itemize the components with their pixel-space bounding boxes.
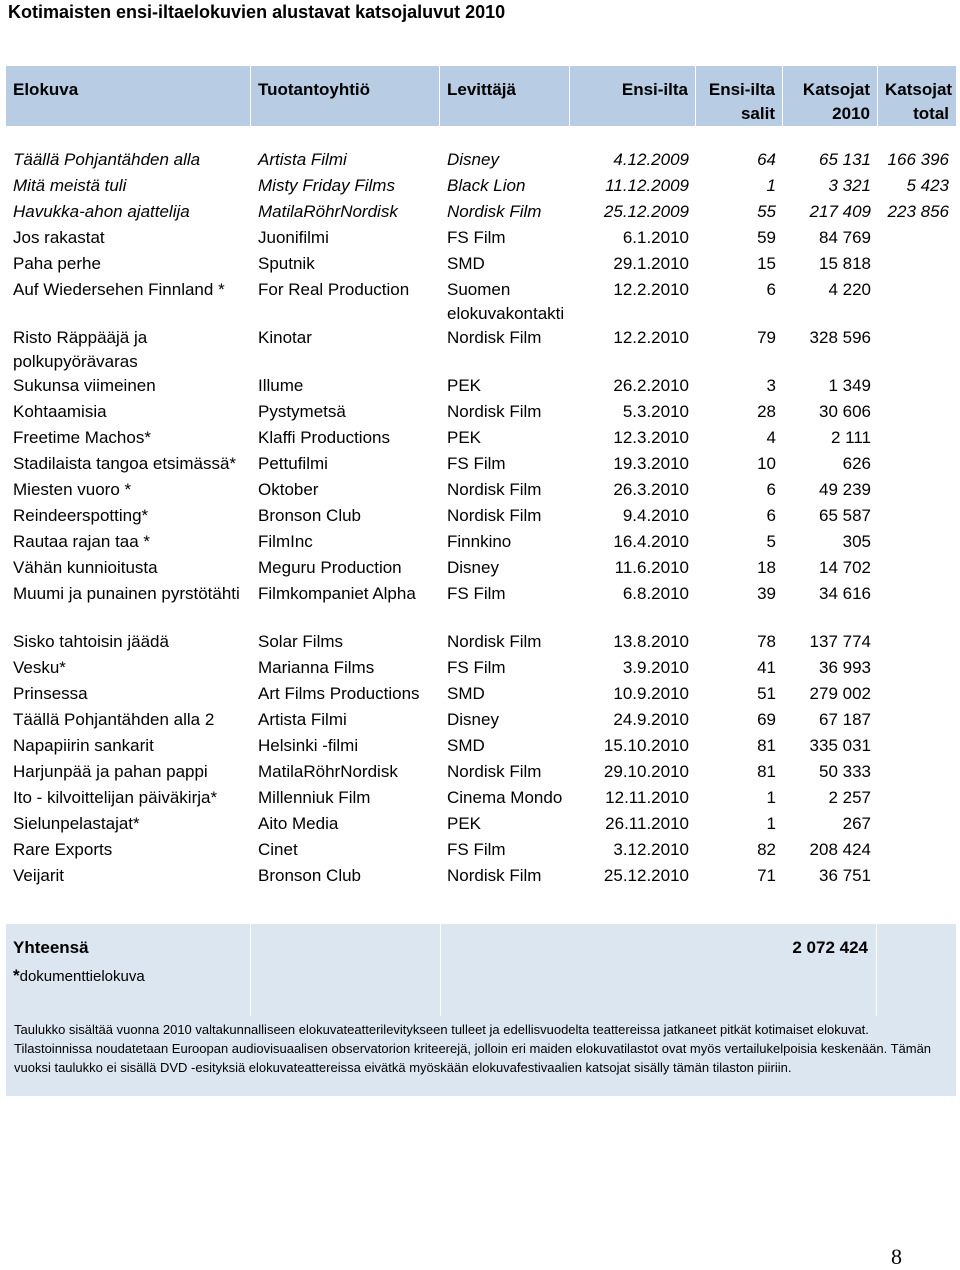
col-header-premiere: Ensi-ilta xyxy=(570,66,696,126)
cell-film: Mitä meistä tuli xyxy=(13,176,127,195)
cell-producer: Meguru Production xyxy=(258,558,402,577)
cell-premiere: 26.2.2010 xyxy=(613,376,689,395)
cell-distributor: Nordisk Film xyxy=(447,632,542,651)
cell-distributor: Nordisk Film xyxy=(447,480,542,499)
cell-viewers-2010: 335 031 xyxy=(809,736,871,755)
cell-film: Stadilaista tangoa etsimässä* xyxy=(13,454,237,473)
cell-producer: Pettufilmi xyxy=(258,454,328,473)
cell-distributor: Suomen elokuvakontakti xyxy=(447,280,565,323)
cell-producer: Pystymetsä xyxy=(258,402,346,421)
cell-premiere: 11.6.2010 xyxy=(614,558,689,577)
table-row xyxy=(6,656,956,682)
cell-screens: 5 xyxy=(766,532,776,551)
cell-viewers-2010: 137 774 xyxy=(809,632,871,651)
cell-screens: 1 xyxy=(766,176,776,195)
cell-viewers-total xyxy=(878,812,956,838)
cell-film: Kohtaamisia xyxy=(13,402,107,421)
cell-screens: 64 xyxy=(757,150,776,169)
cell-screens: 6 xyxy=(766,480,776,499)
cell-viewers-2010: 1 349 xyxy=(828,376,871,395)
cell-screens: 1 xyxy=(766,788,776,807)
cell-distributor: FS Film xyxy=(447,840,506,859)
cell-premiere: 3.12.2010 xyxy=(613,840,689,859)
totals-label: Yhteensä xyxy=(13,938,89,957)
cell-distributor: FS Film xyxy=(447,228,506,247)
cell-film: Vähän kunnioitusta xyxy=(13,558,158,577)
table-row xyxy=(6,252,956,278)
spacer-row xyxy=(6,126,956,148)
cell-distributor: FS Film xyxy=(447,454,506,473)
table-row xyxy=(6,556,956,582)
cell-viewers-2010: 2 111 xyxy=(830,428,871,447)
cell-film: Vesku* xyxy=(13,658,66,677)
table-note: Taulukko sisältää vuonna 2010 valtakunnalliseen elokuvateatterilevitykseen tulleet ja edellisvuodelta teattereissa jatkaneet pitkät kotimaiset elokuvat. Tilastoinnissa noudatetaan Euroopan audiovisuaalisen observatorion kriteerejä, jolloin eri maiden elokuvatilastot ovat myös vertailukelpoisia keskenään. Tämän vuoksi taulukko ei sisällä DVD -esityksiä elokuvateattereissa eivätkä myöskään elokuvafestivaalien katsojat sisälly tämän tilaston piiriin. xyxy=(6,1016,956,1096)
cell-viewers-2010: 65 131 xyxy=(819,150,871,169)
cell-viewers-total xyxy=(878,582,956,630)
cell-producer: Illume xyxy=(258,376,304,395)
cell-premiere: 12.3.2010 xyxy=(613,428,689,447)
cell-distributor: Black Lion xyxy=(447,176,526,195)
cell-producer: Millenniuk Film xyxy=(258,788,371,807)
table-row xyxy=(6,786,956,812)
cell-producer: Oktober xyxy=(258,480,319,499)
cell-screens: 41 xyxy=(757,658,776,677)
cell-premiere: 6.8.2010 xyxy=(622,584,689,603)
cell-film: Napapiirin sankarit xyxy=(13,736,154,755)
page-number: 8 xyxy=(891,1244,902,1269)
cell-premiere: 26.11.2010 xyxy=(605,814,689,833)
cell-viewers-2010: 36 993 xyxy=(819,658,871,677)
cell-viewers-2010: 4 220 xyxy=(828,280,871,299)
cell-viewers-2010: 3 321 xyxy=(828,176,871,195)
cell-distributor: Nordisk Film xyxy=(447,202,542,221)
cell-producer: Solar Films xyxy=(258,632,344,651)
cell-screens: 59 xyxy=(757,228,776,247)
cell-distributor: Cinema Mondo xyxy=(447,788,563,807)
cell-screens: 6 xyxy=(766,506,776,525)
cell-distributor: PEK xyxy=(447,814,482,833)
cell-premiere: 13.8.2010 xyxy=(613,632,689,651)
table-row xyxy=(6,582,956,630)
cell-premiere: 15.10.2010 xyxy=(603,736,689,755)
cell-producer: Marianna Films xyxy=(258,658,375,677)
cell-distributor: Disney xyxy=(447,150,499,169)
cell-film: Risto Räppääjä ja polkupyörävaras xyxy=(13,328,148,371)
cell-distributor: Nordisk Film xyxy=(447,328,542,347)
cell-screens: 18 xyxy=(757,558,776,577)
table-row xyxy=(6,530,956,556)
cell-distributor: FS Film xyxy=(447,584,506,603)
cell-premiere: 4.12.2009 xyxy=(613,150,689,169)
cell-premiere: 3.9.2010 xyxy=(622,658,689,677)
cell-film: Harjunpää ja pahan pappi xyxy=(13,762,208,781)
cell-viewers-total: 5 423 xyxy=(906,176,949,195)
cell-film: Jos rakastat xyxy=(13,228,105,247)
cell-viewers-2010: 208 424 xyxy=(809,840,871,859)
cell-producer: Aito Media xyxy=(258,814,339,833)
cell-premiere: 10.9.2010 xyxy=(613,684,689,703)
cell-viewers-2010: 50 333 xyxy=(819,762,871,781)
cell-film: Sisko tahtoisin jäädä xyxy=(13,632,169,651)
cell-viewers-2010: 15 818 xyxy=(819,254,871,273)
viewers-table xyxy=(6,66,956,890)
cell-premiere: 12.11.2010 xyxy=(605,788,689,807)
cell-screens: 10 xyxy=(757,454,776,473)
table-row xyxy=(6,812,956,838)
cell-screens: 4 xyxy=(766,428,776,447)
cell-viewers-2010: 36 751 xyxy=(819,866,871,885)
cell-screens: 81 xyxy=(757,762,776,781)
cell-screens: 55 xyxy=(757,202,776,221)
cell-premiere: 25.12.2010 xyxy=(603,866,689,885)
cell-producer: Cinet xyxy=(258,840,298,859)
cell-screens: 69 xyxy=(757,710,776,729)
divider xyxy=(250,924,251,1016)
cell-film: Havukka-ahon ajattelija xyxy=(13,202,190,221)
cell-film: Veijarit xyxy=(13,866,65,885)
cell-distributor: Nordisk Film xyxy=(447,762,542,781)
cell-screens: 51 xyxy=(757,684,776,703)
cell-viewers-2010: 84 769 xyxy=(819,228,871,247)
cell-film: Rare Exports xyxy=(13,840,113,859)
cell-producer: Bronson Club xyxy=(258,866,362,885)
cell-film: Täällä Pohjantähden alla 2 xyxy=(13,710,215,729)
cell-viewers-total: 166 396 xyxy=(887,150,949,169)
cell-producer: Klaffi Productions xyxy=(258,428,390,447)
cell-producer: MatilaRöhrNordisk xyxy=(258,202,398,221)
cell-distributor: FS Film xyxy=(447,658,506,677)
cell-viewers-2010: 328 596 xyxy=(809,328,871,347)
cell-screens: 82 xyxy=(757,840,776,859)
cell-distributor: Disney xyxy=(447,710,499,729)
cell-film: Sielunpelastajat* xyxy=(13,814,140,833)
cell-film: Prinsessa xyxy=(13,684,88,703)
cell-screens: 78 xyxy=(757,632,776,651)
col-header-film: Elokuva xyxy=(6,66,251,126)
table-row xyxy=(6,278,956,326)
cell-producer: For Real Production xyxy=(258,280,410,299)
cell-viewers-total xyxy=(878,630,956,656)
cell-distributor: Nordisk Film xyxy=(447,402,542,421)
cell-viewers-2010: 14 702 xyxy=(819,558,871,577)
cell-producer: Sputnik xyxy=(258,254,315,273)
cell-screens: 6 xyxy=(766,280,776,299)
table-row xyxy=(6,326,956,374)
table-row xyxy=(6,200,956,226)
cell-viewers-total xyxy=(878,838,956,864)
table-row xyxy=(6,478,956,504)
cell-premiere: 19.3.2010 xyxy=(613,454,689,473)
cell-film: Miesten vuoro * xyxy=(13,480,132,499)
col-header-screens: Ensi-ilta salit xyxy=(696,66,783,126)
cell-distributor: PEK xyxy=(447,428,482,447)
cell-distributor: Disney xyxy=(447,558,499,577)
cell-screens: 81 xyxy=(757,736,776,755)
table-row xyxy=(6,426,956,452)
cell-viewers-2010: 279 002 xyxy=(809,684,871,703)
cell-producer: Juonifilmi xyxy=(258,228,329,247)
cell-premiere: 29.1.2010 xyxy=(613,254,689,273)
cell-viewers-2010: 626 xyxy=(842,454,871,473)
page-title: Kotimaisten ensi-iltaelokuvien alustavat katsojaluvut 2010 xyxy=(8,2,506,22)
cell-producer: FilmInc xyxy=(258,532,313,551)
cell-viewers-2010: 30 606 xyxy=(819,402,871,421)
cell-viewers-total xyxy=(878,734,956,760)
cell-producer: Kinotar xyxy=(258,328,312,347)
cell-viewers-total xyxy=(878,786,956,812)
cell-viewers-total xyxy=(878,556,956,582)
cell-distributor: SMD xyxy=(447,684,485,703)
cell-film: Muumi ja punainen pyrstötähti xyxy=(13,584,240,603)
col-header-viewers-2010: Katsojat 2010 xyxy=(783,66,878,126)
cell-viewers-total xyxy=(878,278,956,326)
table-row xyxy=(6,452,956,478)
cell-distributor: Nordisk Film xyxy=(447,866,542,885)
cell-viewers-2010: 2 257 xyxy=(828,788,871,807)
cell-viewers-total xyxy=(878,226,956,252)
table-header-row xyxy=(6,66,956,126)
cell-viewers-total xyxy=(878,400,956,426)
col-header-producer: Tuotantoyhtiö xyxy=(251,66,440,126)
cell-film: Auf Wiedersehen Finnland * xyxy=(13,280,225,299)
cell-viewers-total: 223 856 xyxy=(887,202,949,221)
cell-viewers-2010: 267 xyxy=(842,814,871,833)
cell-viewers-total xyxy=(878,374,956,400)
cell-film: Täällä Pohjantähden alla xyxy=(13,150,201,169)
table-row xyxy=(6,148,956,174)
cell-viewers-total xyxy=(878,252,956,278)
cell-premiere: 26.3.2010 xyxy=(613,480,689,499)
cell-premiere: 16.4.2010 xyxy=(613,532,689,551)
cell-film: Paha perhe xyxy=(13,254,101,273)
cell-premiere: 5.3.2010 xyxy=(622,402,689,421)
cell-screens: 39 xyxy=(757,584,776,603)
col-header-distributor: Levittäjä xyxy=(440,66,570,126)
cell-viewers-2010: 49 239 xyxy=(819,480,871,499)
cell-producer: Artista Filmi xyxy=(258,150,347,169)
table-row xyxy=(6,760,956,786)
cell-distributor: Nordisk Film xyxy=(447,506,542,525)
table-row xyxy=(6,504,956,530)
totals-value: 2 072 424 xyxy=(792,938,868,957)
cell-premiere: 11.12.2009 xyxy=(605,176,689,195)
cell-premiere: 9.4.2010 xyxy=(622,506,689,525)
cell-viewers-total xyxy=(878,504,956,530)
table-row xyxy=(6,400,956,426)
table-row xyxy=(6,174,956,200)
cell-producer: Helsinki -filmi xyxy=(258,736,359,755)
divider xyxy=(876,924,877,1016)
table-row xyxy=(6,838,956,864)
cell-screens: 15 xyxy=(757,254,776,273)
table-row xyxy=(6,226,956,252)
cell-viewers-total xyxy=(878,682,956,708)
cell-premiere: 24.9.2010 xyxy=(613,710,689,729)
cell-distributor: SMD xyxy=(447,736,485,755)
cell-viewers-total xyxy=(878,478,956,504)
cell-producer: Artista Filmi xyxy=(258,710,347,729)
cell-viewers-total xyxy=(878,760,956,786)
cell-premiere: 12.2.2010 xyxy=(613,280,689,299)
cell-viewers-total xyxy=(878,656,956,682)
cell-viewers-total xyxy=(878,864,956,890)
cell-viewers-2010: 34 616 xyxy=(819,584,871,603)
cell-premiere: 29.10.2010 xyxy=(603,762,689,781)
table-row xyxy=(6,682,956,708)
cell-viewers-total xyxy=(878,426,956,452)
cell-distributor: PEK xyxy=(447,376,482,395)
cell-premiere: 25.12.2009 xyxy=(603,202,689,221)
cell-distributor: SMD xyxy=(447,254,485,273)
cell-viewers-2010: 65 587 xyxy=(819,506,871,525)
cell-screens: 71 xyxy=(757,866,776,885)
cell-viewers-2010: 217 409 xyxy=(809,202,871,221)
cell-screens: 3 xyxy=(766,376,776,395)
cell-film: Ito - kilvoittelijan päiväkirja* xyxy=(13,788,218,807)
cell-premiere: 6.1.2010 xyxy=(622,228,689,247)
cell-viewers-total xyxy=(878,326,956,374)
cell-producer: Art Films Productions xyxy=(258,684,420,703)
table-row xyxy=(6,708,956,734)
cell-viewers-total xyxy=(878,708,956,734)
cell-producer: Bronson Club xyxy=(258,506,362,525)
cell-viewers-total xyxy=(878,452,956,478)
table-row xyxy=(6,374,956,400)
cell-premiere: 12.2.2010 xyxy=(613,328,689,347)
cell-viewers-2010: 305 xyxy=(842,532,871,551)
divider xyxy=(440,924,441,1016)
table-row xyxy=(6,630,956,656)
cell-screens: 1 xyxy=(766,814,776,833)
cell-viewers-2010: 67 187 xyxy=(819,710,871,729)
cell-producer: Misty Friday Films xyxy=(258,176,395,195)
cell-screens: 79 xyxy=(757,328,776,347)
footnote: *dokumenttielokuva xyxy=(13,966,145,985)
table-row xyxy=(6,734,956,760)
cell-producer: MatilaRöhrNordisk xyxy=(258,762,398,781)
table-row xyxy=(6,864,956,890)
col-header-viewers-total: Katsojat total xyxy=(878,66,956,126)
cell-film: Rautaa rajan taa * xyxy=(13,532,151,551)
cell-film: Freetime Machos* xyxy=(13,428,151,447)
cell-producer: Filmkompaniet Alpha xyxy=(258,584,416,603)
cell-distributor: Finnkino xyxy=(447,532,512,551)
cell-viewers-total xyxy=(878,530,956,556)
cell-film: Sukunsa viimeinen xyxy=(13,376,156,395)
cell-screens: 28 xyxy=(757,402,776,421)
cell-film: Reindeerspotting* xyxy=(13,506,149,525)
data-table-container xyxy=(6,66,956,890)
